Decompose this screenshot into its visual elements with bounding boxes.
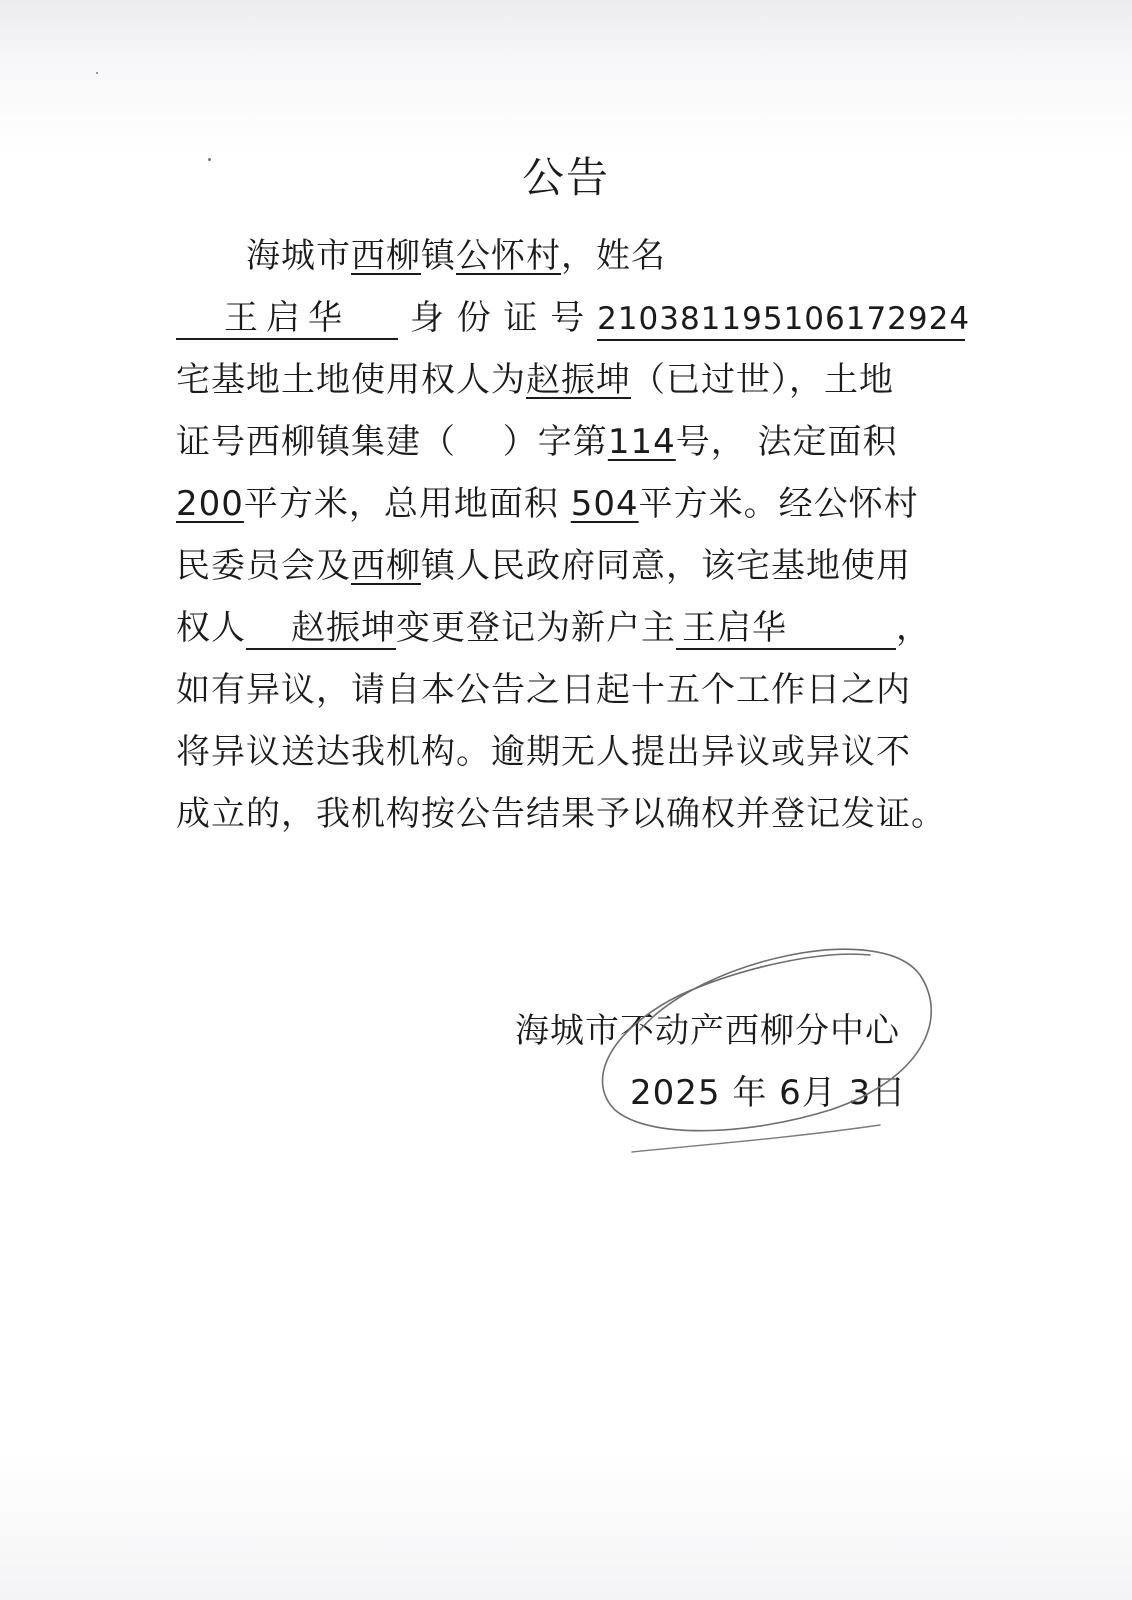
issue-date: 2025 年 6月 3日 [630,1073,907,1113]
town-name: 西柳 [351,236,421,276]
legal-area: 200 [176,484,244,524]
line-5: 200平方米，总用地面积 504平方米。经公怀村 [176,484,919,524]
issuing-org: 海城市不动产西柳分中心 [515,1011,900,1051]
id-label: 身 份 证 号 [409,298,586,338]
notice-title: 公告 [521,153,610,202]
old-holder: 赵振坤 [246,608,396,650]
line-3: 宅基地土地使用权人为赵振坤（已过世），土地 [176,360,894,400]
signature-block [515,1000,955,1124]
applicant-name: 王启华 [176,298,398,340]
new-holder: 王启华 [676,608,896,650]
line-8: 如有异议，请自本公告之日起十五个工作日之内 [176,670,911,710]
line-6: 民委员会及西柳镇人民政府同意，该宅基地使用 [176,546,911,586]
total-area: 504 [570,484,639,524]
line-2 [176,287,976,349]
line-7: 权人 赵振坤变更登记为新户主 王启华 ， [176,608,931,648]
notice-body [176,225,976,845]
scan-speck [96,72,98,74]
id-number: 210381195106172924 [597,299,965,341]
line-4: 证号西柳镇集建（ ）字第114号， 法定面积 [176,422,898,462]
land-holder: 赵振坤 [526,360,631,400]
line-10: 成立的，我机构按公告结果予以确权并登记发证。 [176,794,946,834]
town-name-2: 西柳 [351,546,421,586]
line-1: 海城市西柳镇公怀村，姓名 [246,236,666,276]
village-name: 公怀村 [456,236,561,276]
line-9: 将异议送达我机构。逾期无人提出异议或异议不 [176,732,911,772]
certificate-number: 114 [607,422,676,462]
